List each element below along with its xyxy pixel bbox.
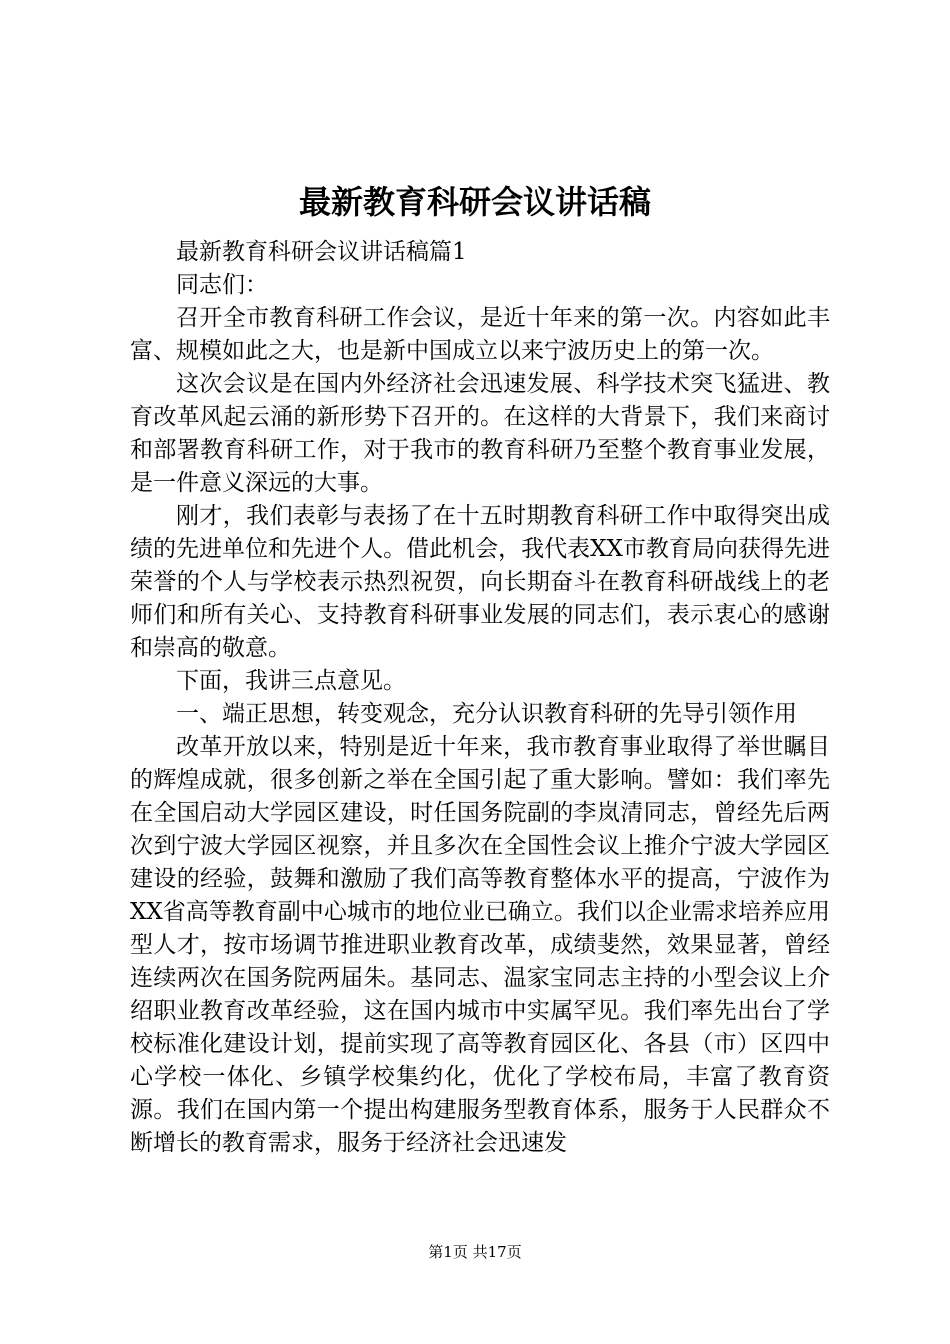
paragraph: 下面，我讲三点意见。 bbox=[176, 668, 406, 694]
paragraph: 改革开放以来，特别是近十年来，我市教育事业取得了举世瞩目的辉煌成就，很多创新之举在全国引起了重大影响。譬如：我们率先在全国启动大学园区建设，时任国务院副的李岚清同志，曾经先后两次到宁波大学园区视察，并且多次在全国性会议上推介宁波大学园区建设的经验，鼓舞和激励了我们高等教育整体水平的提高，宁波作为XX省高等教育副中心城市的地位业已确立。我们以企业需求培养应用型人才，按市场调节推进职业教育改革，成绩斐然，效果显著，曾经连续两次在国务院两届朱。基同志、温家宝同志主持的小型会议上介绍职业教育改革经验，这在国内城市中实属罕见。我们率先出台了学校标准化建设计划，提前实现了高等教育园区化、各县（市）区四中心学校一体化、乡镇学校集约化，优化了学校布局，丰富了教育资源。我们在国内第一个提出构建服务型教育体系，服务于人民群众不断增长的教育需求，服务于经济社会迅速发 bbox=[130, 734, 830, 1156]
page-footer: 第1页 共17页 bbox=[428, 1243, 522, 1261]
document-body bbox=[130, 236, 830, 1160]
document-title: 最新教育科研会议讲话稿 bbox=[298, 183, 651, 221]
paragraph-subheading: 一、端正思想，转变观念，充分认识教育科研的先导引领作用 bbox=[176, 701, 797, 727]
paragraph-section-heading: 最新教育科研会议讲话稿篇1 bbox=[176, 239, 467, 265]
paragraph-salutation: 同志们： bbox=[176, 272, 268, 298]
paragraph: 刚才，我们表彰与表扬了在十五时期教育科研工作中取得突出成绩的先进单位和先进个人。借此机会，我代表XX市教育局向获得先进荣誉的个人与学校表示热烈祝贺，向长期奋斗在教育科研战线上的老师们和所有关心、支持教育科研事业发展的同志们，表示衷心的感谢和崇高的敬意。 bbox=[130, 503, 830, 661]
paragraph: 这次会议是在国内外经济社会迅速发展、科学技术突飞猛进、教育改革风起云涌的新形势下召开的。在这样的大背景下，我们来商讨和部署教育科研工作，对于我市的教育科研乃至整个教育事业发展，是一件意义深远的大事。 bbox=[130, 371, 830, 496]
paragraph: 召开全市教育科研工作会议，是近十年来的第一次。内容如此丰富、规模如此之大，也是新中国成立以来宁波历史上的第一次。 bbox=[130, 305, 830, 364]
